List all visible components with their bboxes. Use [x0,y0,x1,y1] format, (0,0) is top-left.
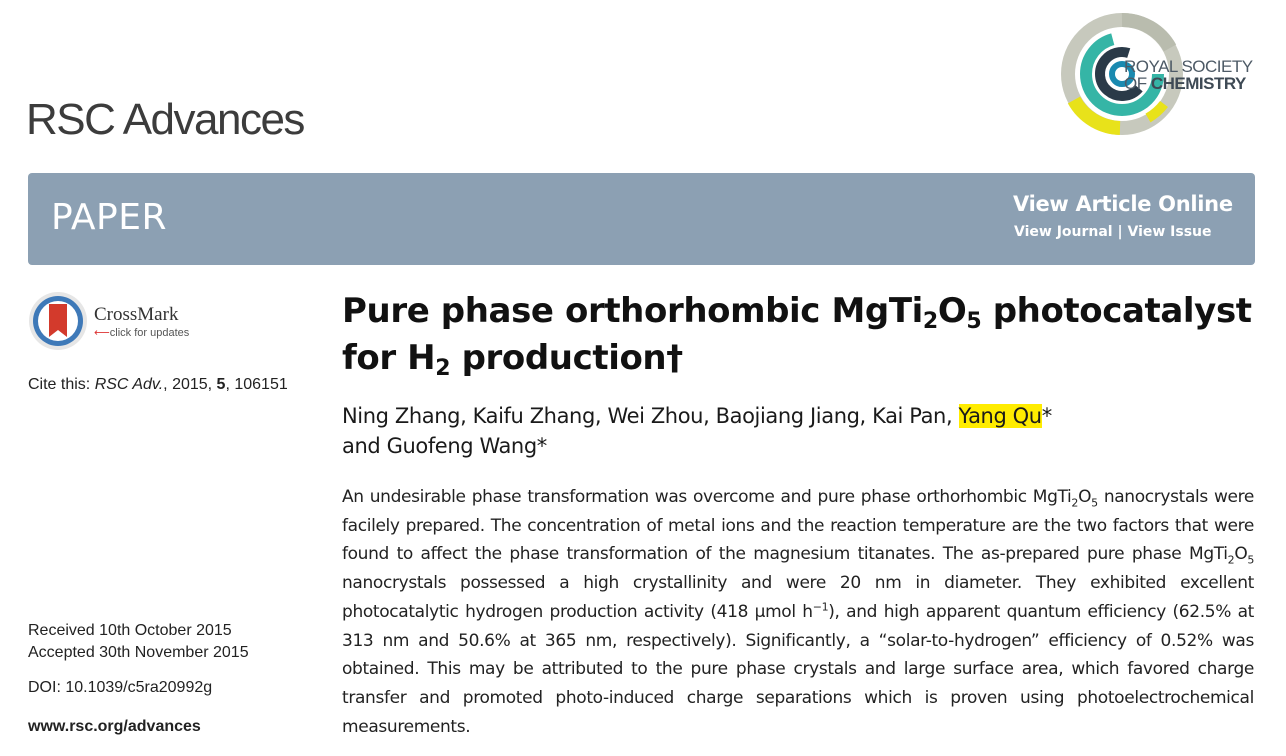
citation-year: 2015 [172,376,208,393]
view-journal-link[interactable]: View Journal [1014,224,1113,240]
author-list [342,401,1242,461]
title-subscript: 5 [966,309,982,334]
authors-line1: Ning Zhang, Kaifu Zhang, Wei Zhou, Baojiang Jiang, Kai Pan, [342,404,953,428]
rsc-logo-text [1124,58,1253,92]
abstract-subscript: 2 [1071,496,1079,510]
crossmark-subtitle-row [94,326,189,339]
citation-journal: RSC Adv. [94,376,164,393]
abstract-subscript: 2 [1227,553,1235,567]
footnote-dagger[interactable]: † [666,338,683,378]
link-separator: | [1112,224,1128,240]
title-subscript: 2 [922,309,938,334]
title-text: Pure phase orthorhombic MgTi [342,291,923,331]
rsc-logo [1060,8,1260,140]
abstract-text: nanocrystals were facilely prepared. The concentration of metal ions and the reaction temperature are the two factors that were found to affect the phase transformation of the magnesium titanates. The as-prepared pure phase MgTi [342,487,1254,565]
citation-page: 106151 [234,376,288,393]
crossmark-icon [28,290,90,354]
crossmark-badge[interactable] [28,290,248,354]
doi[interactable]: DOI: 10.1039/c5ra20992g [28,679,213,696]
logo-line2-prefix: OF [1124,74,1151,93]
article-title [342,288,1252,382]
abstract-subscript: 5 [1091,496,1098,510]
highlighted-author[interactable]: Yang Qu [958,404,1042,428]
corresponding-mark: * [1041,404,1052,428]
abstract-text: ), and high apparent quantum efficiency (62.5% at 313 nm and 50.6% at 365 nm, respectively). Significantly, a “solar-to-hydrogen” efficiency of 0.52% was obtained. This may be attributed to the pure phase crystals and large surface area, which favored charge transfer and promoted photo-induced charge separations which is proven using photoelectrochemical measurements. [342,601,1254,737]
publication-dates [28,620,249,664]
abstract-text: O [1234,544,1248,565]
title-text: production [450,338,667,378]
article-type-banner [28,173,1255,265]
abstract-text: nanocrystals possessed a high crystallinity and were 20 nm in diameter. They exhibited excellent photocatalytic hydrogen production activity (418 μmol h [342,573,1254,622]
abstract-text: An undesirable phase transformation was overcome and pure phase orthorhombic MgTi [342,487,1072,507]
crossmark-name: CrossMark [94,304,179,325]
accepted-date: Accepted 30th November 2015 [28,644,249,661]
abstract [342,483,1254,741]
authors-line2: and Guofeng Wang* [342,434,547,458]
view-article-online-link[interactable]: View Article Online [1013,192,1233,216]
citation-label: Cite this: [28,376,91,393]
title-subscript: 2 [435,356,451,381]
abstract-text: O [1078,487,1092,507]
view-issue-link[interactable]: View Issue [1127,224,1212,240]
arrow-left-icon: ⟵ [94,327,110,339]
logo-line2-bold: CHEMISTRY [1150,74,1246,93]
received-date: Received 10th October 2015 [28,622,232,639]
title-text: O [937,291,967,331]
citation-volume: 5 [216,376,226,393]
view-links [1014,224,1212,240]
logo-line1: ROYAL SOCIETY [1124,57,1253,76]
abstract-subscript: 5 [1247,553,1254,567]
journal-website-link[interactable]: www.rsc.org/advances [28,718,201,735]
citation: Cite this: RSC Adv., 2015, 5, 106151 [28,376,288,393]
article-type-label: PAPER [51,197,168,238]
journal-title: RSC Advances [26,95,304,144]
crossmark-subtitle: click for updates [109,327,190,339]
title-text: photocatalyst for H [342,291,1252,378]
abstract-superscript: −1 [812,600,829,614]
